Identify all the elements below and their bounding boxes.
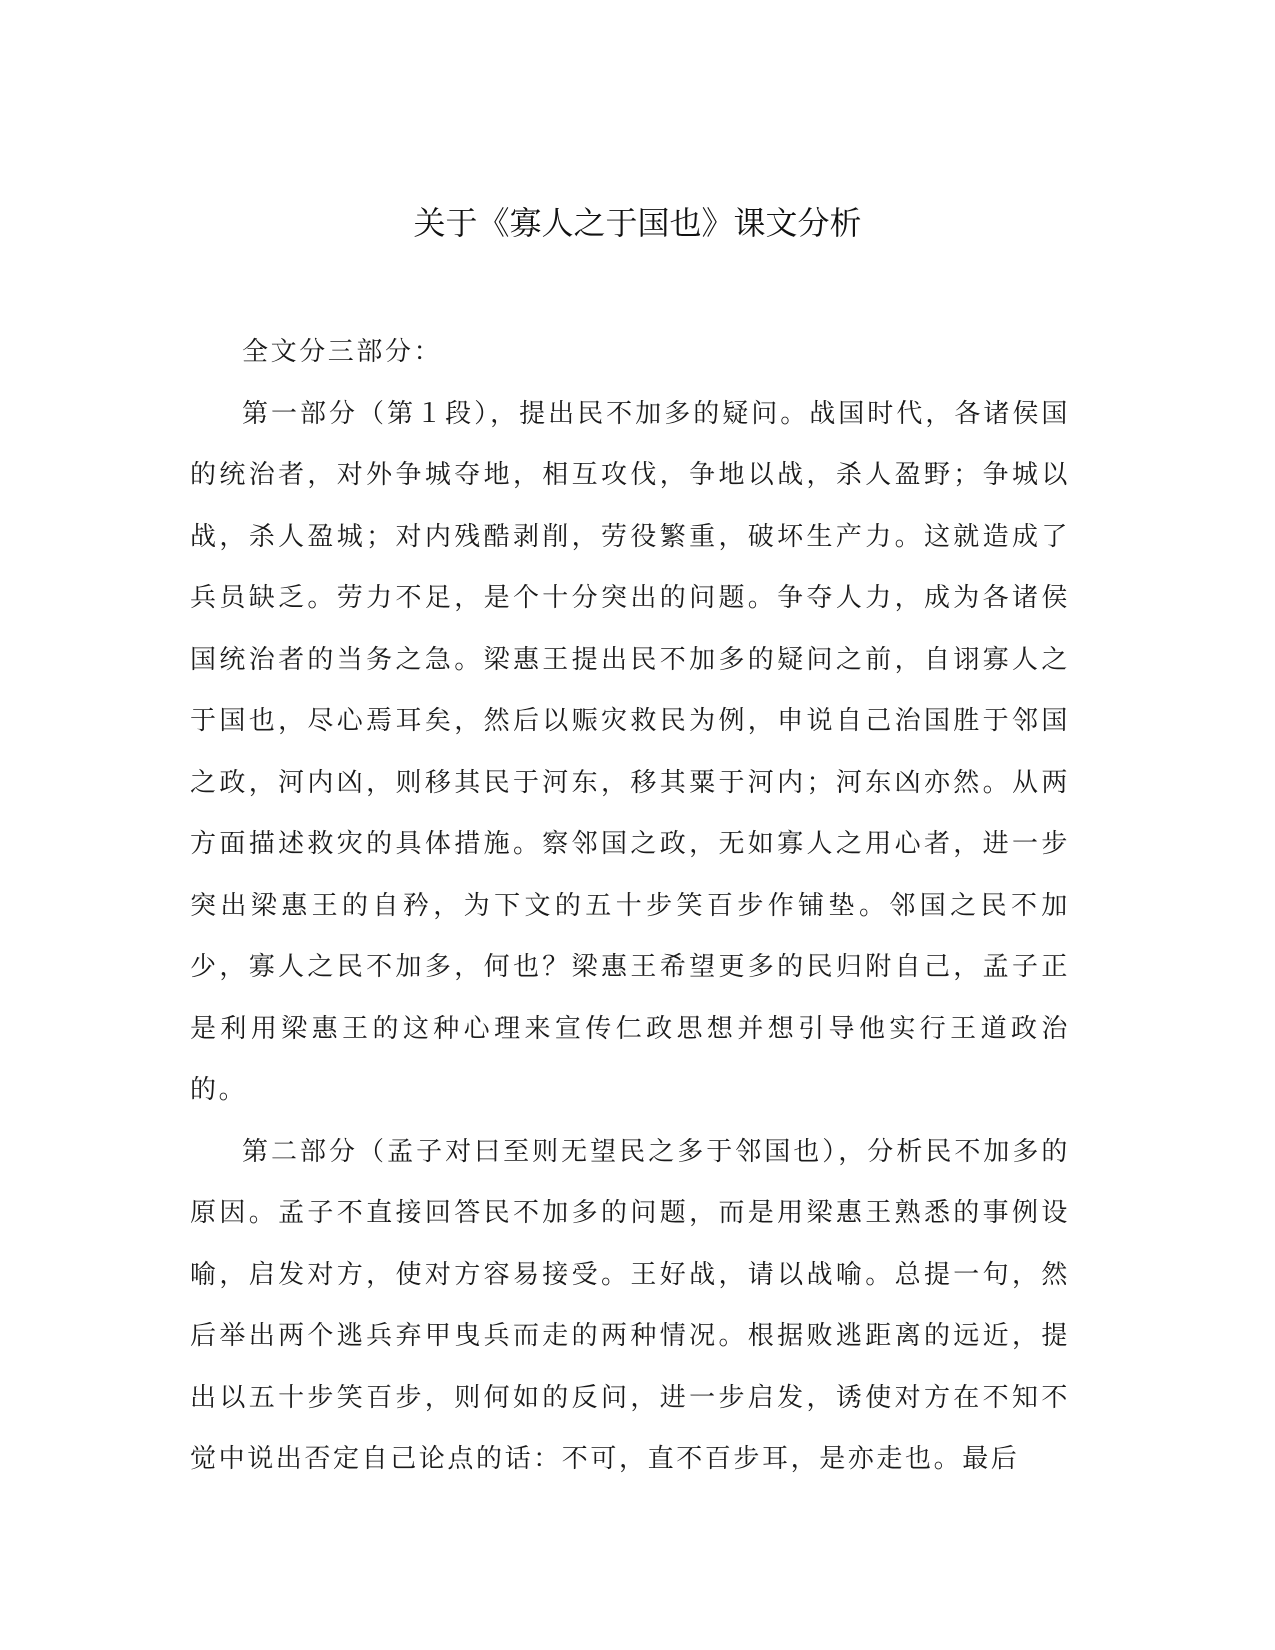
document-title: 关于《寡人之于国也》课文分析 [413,204,862,242]
paragraph-part-one: 第一部分（第１段），提出民不加多的疑问。战国时代，各诸侯国的统治者，对外争城夺地，相互攻伐，争地以战，杀人盈野；争城以战，杀人盈城；对内残酷剥削，劳役繁重，破坏生产力。这就造成了兵员缺乏。劳力不足，是个十分突出的问题。争夺人力，成为各诸侯国统治者的当务之急。梁惠王提出民不加多的疑问之前，自诩寡人之于国也，尽心焉耳矣，然后以赈灾救民为例，申说自己治国胜于邻国之政，河内凶，则移其民于河东，移其粟于河内；河东凶亦然。从两方面描述救灾的具体措施。察邻国之政，无如寡人之用心者，进一步突出梁惠王的自矜，为下文的五十步笑百步作铺垫。邻国之民不加少，寡人之民不加多，何也？梁惠王希望更多的民归附自己，孟子正是利用梁惠王的这种心理来宣传仁政思想并想引导他实行王道政治的。 [190,398,1070,1105]
document-body [190,322,1070,1491]
paragraph-intro: 全文分三部分： [242,337,443,367]
paragraph-part-two: 第二部分（孟子对曰至则无望民之多于邻国也），分析民不加多的原因。孟子不直接回答民不加多的问题，而是用梁惠王熟悉的事例设喻，启发对方，使对方容易接受。王好战，请以战喻。总提一句，然后举出两个逃兵弃甲曳兵而走的两种情况。根据败逃距离的远近，提出以五十步笑百步，则何如的反问，进一步启发，诱使对方在不知不觉中说出否定自己论点的话：不可，直不百步耳，是亦走也。最后 [190,1136,1070,1474]
